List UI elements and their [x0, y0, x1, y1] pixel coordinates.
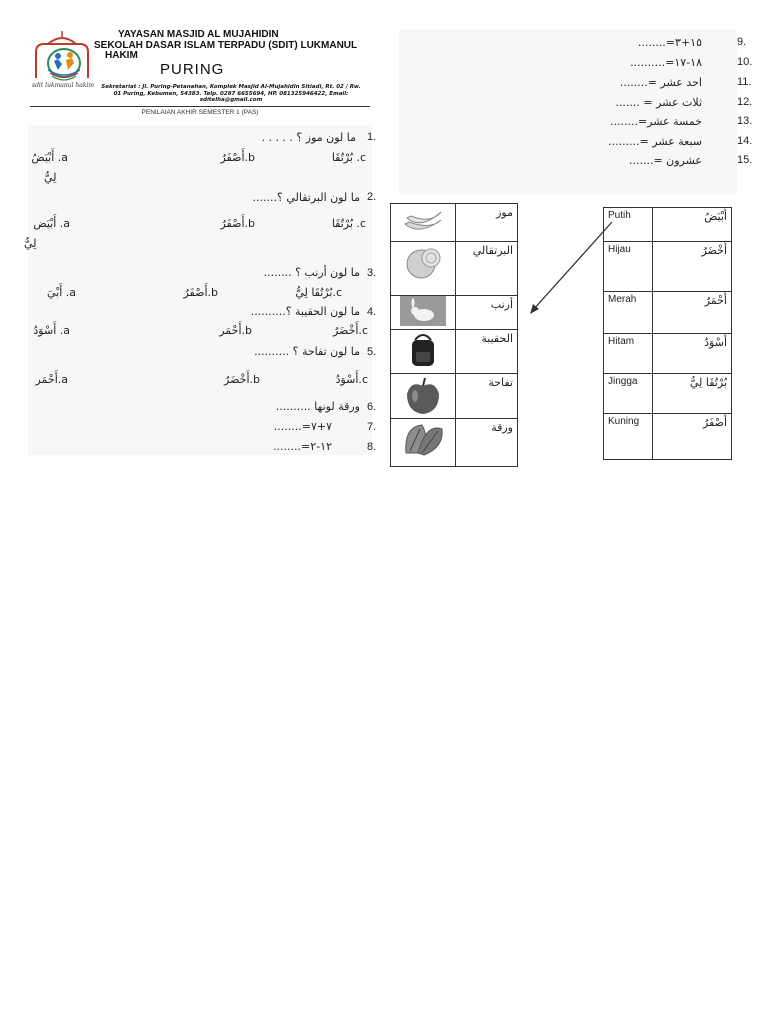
- word-cell: تفاحة: [456, 374, 518, 419]
- question-text: ما لون البرتقالي ؟.......: [252, 191, 360, 204]
- question-text: ما لون موز ؟ . . . . .: [261, 131, 356, 144]
- question-number: .14: [737, 135, 753, 147]
- question-number: 3.: [367, 267, 377, 279]
- arabic-color-cell: بُرْتُقَا لِيُّ: [653, 374, 732, 414]
- school-name-cont: HAKIM: [105, 50, 138, 61]
- table-row: [391, 374, 518, 419]
- question-text: ورقة لونها ..........: [275, 400, 360, 413]
- word-cell: أرنب: [456, 296, 518, 330]
- arabic-color-cell: أَحْمَرُ: [653, 292, 732, 334]
- apple-icon: [391, 374, 455, 418]
- question-text: ما لون الحقيبة ؟..........: [250, 305, 360, 318]
- foundation-name: YAYASAN MASJID AL MUJAHIDIN: [118, 29, 279, 40]
- option-a: a. أَسْوَدُ: [33, 324, 70, 337]
- school-name: SEKOLAH DASAR ISLAM TERPADU (SDIT) LUKMANUL: [94, 40, 358, 51]
- question-number: 5.: [367, 346, 377, 358]
- question-text: ١٨-١٧=..........: [630, 56, 702, 69]
- color-word-table: [603, 207, 732, 460]
- table-row: [391, 296, 518, 330]
- picture-cell: [391, 242, 456, 296]
- table-row: [604, 334, 732, 374]
- question-number: 7.: [367, 421, 377, 433]
- question-text: احد عشر =........: [619, 76, 702, 89]
- question-text: ١٥+٣=........: [637, 36, 702, 49]
- address-line-1: Sekretariat : Jl. Puring-Petanahan, Komplek Masjid Al-Mujahidin Sitiadi, Rt. 02 / Rw.: [101, 84, 361, 90]
- picture-cell: [391, 374, 456, 419]
- option-c: c.أَسْوَدُ: [335, 373, 368, 386]
- question-text: ما لون تفاحة ؟ ..........: [254, 345, 360, 358]
- question-number: .9: [737, 36, 747, 48]
- exam-title: PENILAIAN AKHIR SEMESTER 1 (PAS): [141, 109, 259, 116]
- latin-color-cell: Merah: [604, 292, 653, 334]
- question-number: .13: [737, 115, 753, 127]
- option-b: b.أَصْفَرُ: [220, 151, 255, 164]
- logo-caption: sdit lukmanul hakim: [32, 82, 95, 89]
- question-number: .11: [737, 76, 752, 88]
- picture-cell: [391, 330, 456, 374]
- option-b: b.أَخْضَرُ: [224, 373, 260, 386]
- orange-icon: [391, 242, 455, 282]
- address-line-3: sditelha@gmail.com: [199, 97, 263, 103]
- option-c: c. بُرْتُقَا: [331, 151, 366, 164]
- question-number: 1.: [367, 131, 377, 143]
- leaf-icon: [391, 419, 455, 459]
- latin-color-cell: Hitam: [604, 334, 653, 374]
- table-row: [604, 292, 732, 334]
- table-row: [391, 330, 518, 374]
- option-a-wrap: لِيُّ: [24, 237, 37, 250]
- option-a: a. أَبْيَض: [33, 217, 70, 230]
- arabic-color-cell: أَخْضَرُ: [653, 242, 732, 292]
- question-number: .10: [737, 56, 753, 68]
- option-a-wrap: لِيُّ: [44, 171, 57, 184]
- question-number: 2.: [367, 191, 377, 203]
- option-b: b.أَصْفَرُ: [183, 286, 218, 299]
- latin-color-cell: Putih: [604, 208, 653, 242]
- banana-icon: [391, 204, 455, 238]
- brand-name: PURING: [160, 61, 225, 78]
- latin-color-cell: Kuning: [604, 414, 653, 460]
- arabic-color-cell: أَصْفَرُ: [653, 414, 732, 460]
- matching-arrow-icon: [525, 218, 617, 318]
- table-row: [391, 242, 518, 296]
- word-cell: الحقيبة: [456, 330, 518, 374]
- latin-color-cell: Hijau: [604, 242, 653, 292]
- address-line-2: 01 Puring, Kebumen, 54383. Telp. 0287 6655694, HP. 081325946422, Email:: [113, 91, 349, 97]
- option-a: a.أَحْمَر: [35, 373, 68, 386]
- arabic-color-cell: أَبْيَضُ: [653, 208, 732, 242]
- question-text: ٧+٧=........: [273, 420, 332, 433]
- question-text: ما لون أرنب ؟ ........: [263, 266, 360, 279]
- option-b: b.أَحْمَر: [219, 324, 252, 337]
- table-row: [604, 242, 732, 292]
- table-row: [604, 208, 732, 242]
- option-a: a. أَبْيَ: [46, 286, 76, 299]
- word-cell: البرتقالي: [456, 242, 518, 296]
- question-text: ثلات عشر = .......: [615, 96, 702, 109]
- rabbit-icon: [391, 296, 455, 326]
- question-number: .12: [737, 96, 753, 108]
- header-divider: [30, 106, 370, 107]
- option-b: b.أَصْفَرُ: [220, 217, 255, 230]
- bag-icon: [391, 330, 455, 370]
- table-row: [604, 374, 732, 414]
- option-c: c.أَخْضَرُ: [332, 324, 368, 337]
- question-text: خمسة عشر=........: [609, 115, 702, 128]
- option-c: c. بُرْتُقَا: [331, 217, 366, 230]
- picture-cell: [391, 204, 456, 242]
- table-row: [391, 204, 518, 242]
- word-cell: ورقة: [456, 419, 518, 467]
- latin-color-cell: Jingga: [604, 374, 653, 414]
- word-cell: موز: [456, 204, 518, 242]
- option-a: a. أَبْيَضُ: [31, 151, 68, 164]
- arabic-color-cell: أَسْوَدُ: [653, 334, 732, 374]
- table-row: [604, 414, 732, 460]
- question-text: عشرون =.......: [628, 154, 702, 167]
- right-questions-panel: [399, 29, 737, 194]
- question-number: 6.: [367, 401, 377, 413]
- question-number: .15: [737, 154, 753, 166]
- table-row: [391, 419, 518, 467]
- option-c: c.بُرْتُقَا لِيُّ: [295, 286, 342, 299]
- question-text: ١٢-٢=........: [273, 440, 332, 453]
- picture-cell: [391, 296, 456, 330]
- picture-cell: [391, 419, 456, 467]
- question-text: سبعة عشر =.........: [608, 135, 702, 148]
- question-number: 4.: [367, 306, 377, 318]
- question-number: 8.: [367, 441, 377, 453]
- picture-word-table: [390, 203, 518, 467]
